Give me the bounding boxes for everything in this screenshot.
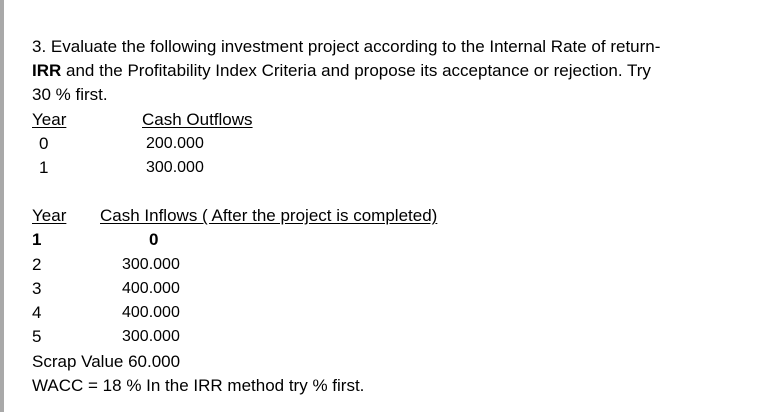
outflow-year: 1 (39, 158, 49, 177)
left-border (0, 0, 4, 412)
outflow-year: 0 (39, 134, 49, 153)
inflow-year: 1 (32, 230, 42, 249)
inflow-value: 300.000 (122, 256, 180, 273)
outflows-value-header: Cash Outflows (142, 110, 253, 129)
inflow-value: 0 (149, 230, 159, 249)
inflow-year: 5 (32, 327, 42, 346)
inflow-year: 4 (32, 303, 42, 322)
scrap-value: Scrap Value 60.000 (32, 352, 181, 371)
inflow-value: 400.000 (122, 280, 180, 297)
question-line-2 (32, 60, 651, 82)
inflow-year: 2 (32, 255, 42, 274)
question-line-3: 30 % first. (32, 85, 108, 104)
outflow-value: 200.000 (146, 135, 204, 152)
question-line-2-rest: and the Profitability Index Criteria and propose its acceptance or rejection. Try (61, 61, 651, 80)
question-line-1: 3. Evaluate the following investment project according to the Internal Rate of return- (32, 37, 661, 56)
irr-label: IRR (32, 61, 62, 80)
outflows-year-header: Year (32, 110, 67, 129)
inflow-year: 3 (32, 279, 42, 298)
outflow-value: 300.000 (146, 159, 204, 176)
inflows-year-header: Year (32, 206, 67, 225)
inflow-value: 400.000 (122, 304, 180, 321)
inflows-value-header: Cash Inflows ( After the project is completed) (100, 206, 438, 225)
inflow-value: 300.000 (122, 328, 180, 345)
wacc-line: WACC = 18 % In the IRR method try % first. (32, 376, 365, 395)
